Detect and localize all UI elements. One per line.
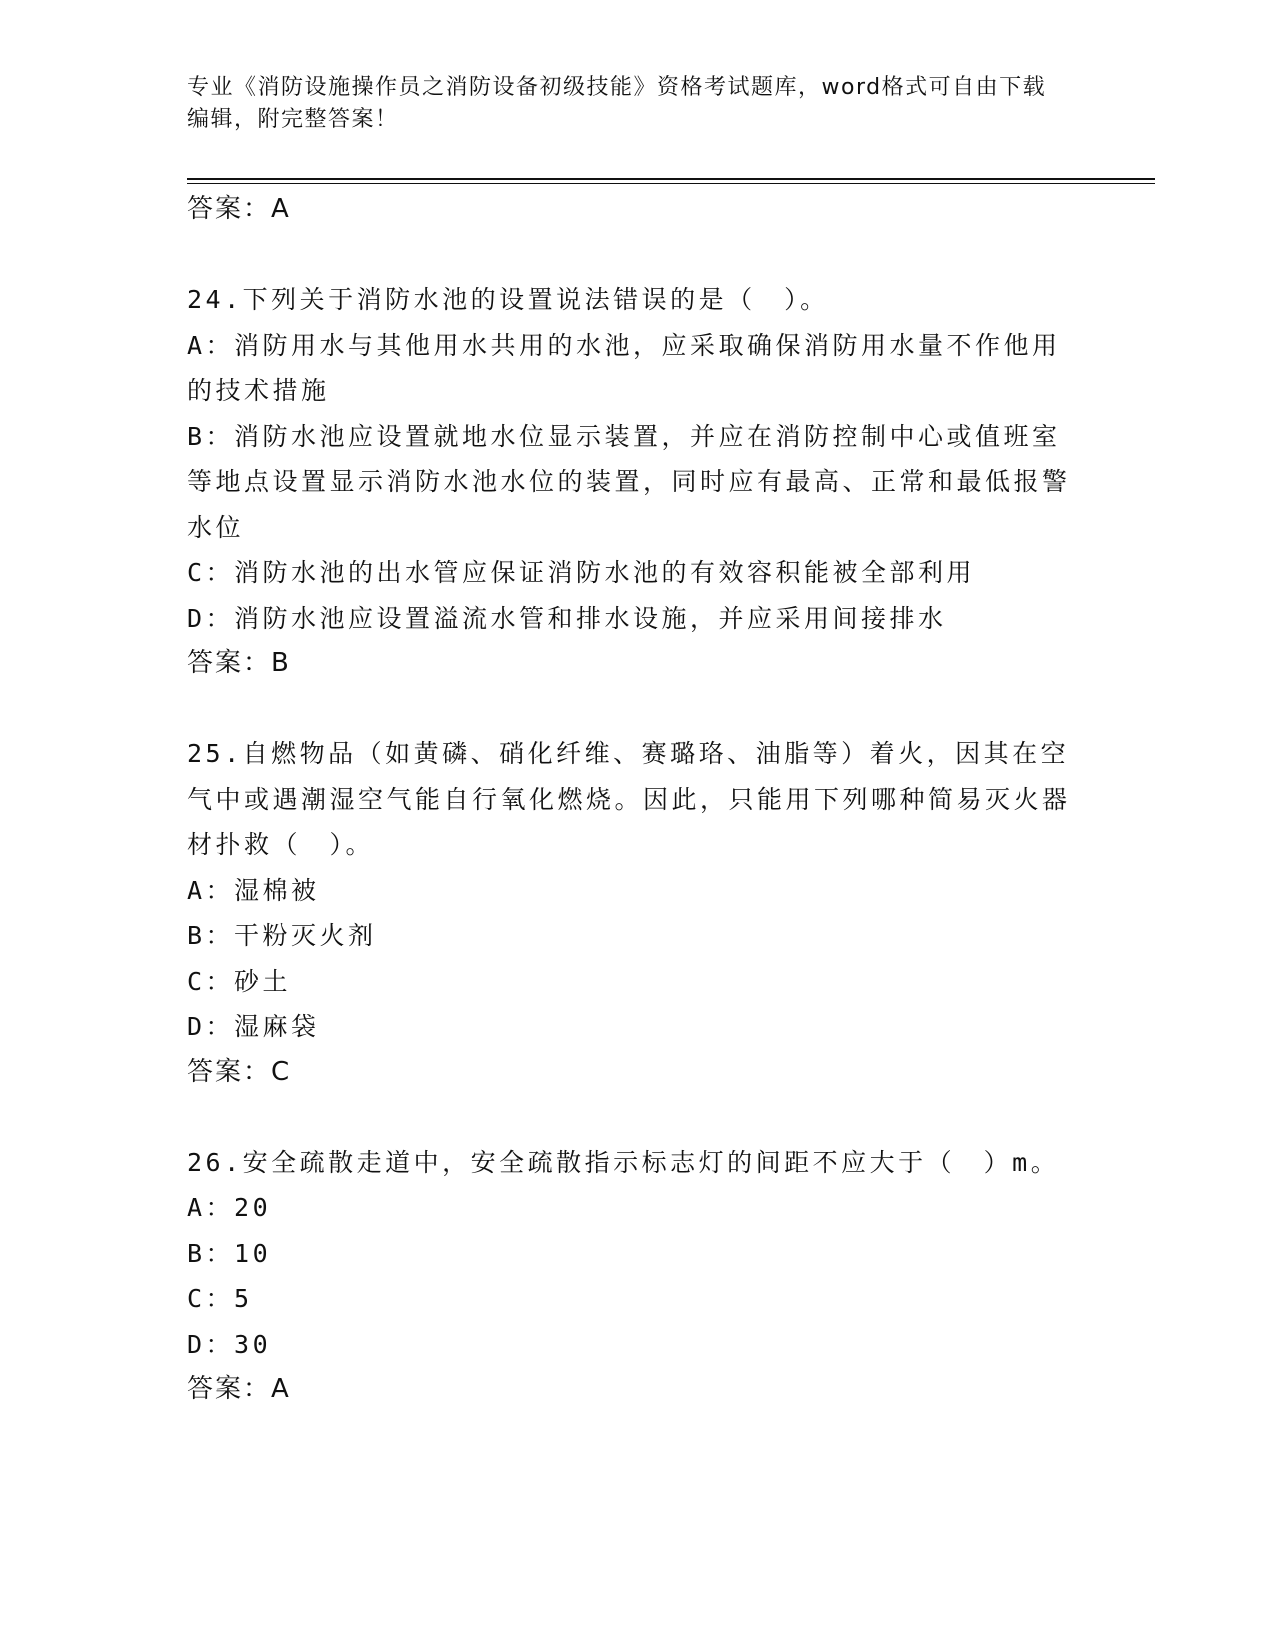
- question-text: 26.安全疏散走道中，安全疏散指示标志灯的间距不应大于（ ）m。: [187, 1147, 1060, 1177]
- option-a: A：20: [187, 1193, 272, 1222]
- answer-line: 答案：A: [187, 1374, 291, 1404]
- header-rule-thick: [187, 178, 1155, 180]
- question-text: 24.下列关于消防水池的设置说法错误的是（ ）。: [187, 285, 829, 314]
- spacer: [187, 232, 1087, 277]
- header-rule-thin: [187, 183, 1155, 184]
- spacer: [187, 1095, 1087, 1140]
- answer-line: 答案：B: [187, 648, 291, 678]
- answer-line: 答案：A: [187, 194, 291, 224]
- option-b: B：消防水池应设置就地水位显示装置，并应在消防控制中心或值班室等地点设置显示消防水池水位的装置，同时应有最高、正常和最低报警水位: [187, 421, 1071, 542]
- option-b: B：干粉灭火剂: [187, 921, 377, 950]
- document-header: 专业《消防设施操作员之消防设备初级技能》资格考试题库，word格式可自由下载编辑，附完整答案！: [187, 75, 1047, 132]
- option-c: C：砂土: [187, 966, 292, 996]
- option-c: C：消防水池的出水管应保证消防水池的有效容积能被全部利用: [187, 558, 976, 587]
- question-block: [187, 277, 1087, 686]
- option-d: D：消防水池应设置溢流水管和排水设施，并应采用间接排水: [187, 603, 947, 633]
- question-list: [187, 187, 1087, 1412]
- question-text: 25.自燃物品（如黄磷、硝化纤维、赛璐珞、油脂等）着火，因其在空气中或遇潮湿空气能自行氧化燃烧。因此，只能用下列哪种简易灭火器材扑救（ ）。: [187, 739, 1071, 859]
- option-a: A：消防用水与其他用水共用的水池，应采取确保消防用水量不作他用的技术措施: [187, 330, 1061, 405]
- question-block: [187, 731, 1087, 1095]
- spacer: [187, 686, 1087, 731]
- option-b: B：10: [187, 1238, 272, 1268]
- option-d: D：30: [187, 1329, 272, 1359]
- option-c: C：5: [187, 1284, 253, 1313]
- option-d: D：湿麻袋: [187, 1012, 320, 1041]
- question-block: [187, 1140, 1087, 1413]
- option-a: A：湿棉被: [187, 875, 320, 905]
- answer-line: 答案：C: [187, 1056, 292, 1087]
